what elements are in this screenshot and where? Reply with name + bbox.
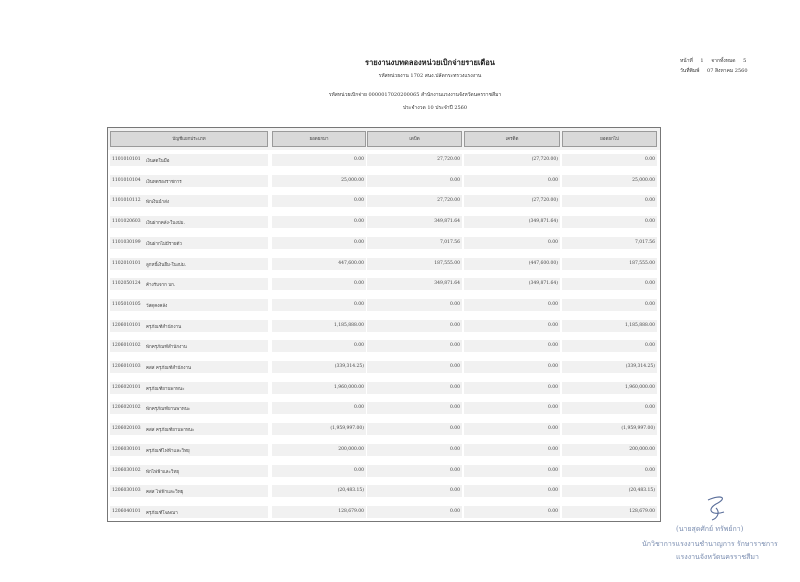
account-name: ค้างรับจาก บก.: [146, 283, 176, 289]
opening-balance: 128,679.00: [338, 508, 364, 514]
table-row: [108, 254, 660, 274]
account-name: ครุภัณฑ์ยานพาหนะ: [146, 386, 185, 392]
column-header-account: บัญชีแยกประเภท: [110, 131, 268, 147]
debit-amount: 0.00: [449, 364, 460, 369]
debit-amount: 0.00: [449, 488, 460, 494]
table-row: [108, 378, 660, 398]
account-code: 1206040101: [112, 508, 141, 514]
debit-amount: 0.00: [449, 467, 460, 473]
credit-amount: 0.00: [547, 426, 558, 432]
account-code: 1206010102: [112, 343, 141, 349]
closing-balance: 0.00: [644, 157, 655, 162]
credit-amount: (349,871.64): [528, 281, 558, 287]
table-row: [108, 461, 660, 481]
account-code: 1101030199: [112, 239, 141, 245]
debit-amount: 0.00: [449, 322, 460, 328]
table-row: [108, 481, 660, 501]
table-row: [108, 274, 660, 294]
table-row: [108, 171, 660, 191]
table-row: [108, 150, 660, 170]
debit-amount: 349,871.64: [434, 281, 460, 287]
account-name: เงินฝากไม่มีรายตัว: [146, 241, 182, 247]
closing-balance: (20,483.15): [628, 488, 655, 494]
table-row: [108, 212, 660, 232]
credit-amount: 0.00: [547, 343, 558, 349]
credit-amount: (349,871.64): [528, 219, 558, 225]
signatory-office: แรงงานจังหวัดนครราชสีมา: [676, 553, 759, 561]
credit-amount: 0.00: [547, 405, 558, 411]
account-name: เงินทดรองราชการ: [146, 179, 182, 185]
table-row: [108, 357, 660, 377]
opening-balance: 1,960,000.00: [333, 384, 364, 390]
table-row: [108, 398, 660, 418]
account-name: พักครุภัณฑ์ยานพาหนะ: [146, 407, 191, 413]
account-name: พักครุภัณฑ์สำนักงาน: [146, 345, 187, 351]
closing-balance: 1,185,888.00: [624, 322, 655, 328]
account-code: 1206010103: [112, 364, 141, 369]
signatory-position: นักวิชาการแรงงานชำนาญการ รักษาราชการ: [642, 540, 778, 548]
closing-balance: 0.00: [644, 343, 655, 349]
credit-amount: (27,720.00): [531, 198, 558, 204]
trial-balance-table: [107, 127, 661, 522]
opening-balance: 0.00: [353, 405, 364, 411]
credit-amount: 0.00: [547, 364, 558, 369]
handwritten-signature: [698, 494, 738, 522]
debit-amount: 0.00: [449, 405, 460, 411]
credit-amount: (447,600.00): [528, 260, 558, 266]
column-header-debit: เดบิต: [367, 131, 462, 147]
signatory-name: (นายสุดศักย์ ทรัพย์กา): [676, 525, 744, 533]
credit-amount: 0.00: [547, 322, 558, 328]
print-date: วันที่พิมพ์ 07 สิงหาคม 2560: [680, 68, 748, 74]
closing-balance: 1,960,000.00: [624, 384, 655, 390]
account-name: ลูกหนี้เงินยืม-ในงปม.: [146, 262, 187, 268]
opening-balance: 1,185,888.00: [333, 322, 364, 328]
closing-balance: 0.00: [644, 219, 655, 225]
report-period: ประจำงวด 10 ประจำปี 2560: [402, 105, 468, 111]
debit-amount: 27,720.00: [437, 198, 460, 204]
debit-amount: 349,871.64: [434, 219, 460, 225]
column-header-opening: ยอดยกมา: [272, 131, 366, 147]
opening-balance: 0.00: [353, 157, 364, 162]
account-code: 1102010101: [112, 260, 141, 266]
closing-balance: 0.00: [644, 198, 655, 204]
opening-balance: 200,000.00: [338, 446, 364, 452]
account-name: ครุภัณฑ์สำนักงาน: [146, 324, 182, 330]
account-name: เงินสดในมือ: [146, 159, 170, 164]
account-code: 1101010112: [112, 198, 141, 204]
account-name: พักเงินนำส่ง: [146, 200, 170, 206]
debit-amount: 0.00: [449, 446, 460, 452]
account-name: ครุภัณฑ์ไฟฟ้าและวิทยุ: [146, 448, 190, 454]
debit-amount: 0.00: [449, 426, 460, 432]
credit-amount: 0.00: [547, 301, 558, 307]
account-code: 1101020603: [112, 219, 141, 225]
closing-balance: 7,017.56: [634, 239, 655, 245]
account-name: คสส ไฟฟ้าและวิทยุ: [146, 490, 184, 496]
opening-balance: 0.00: [353, 301, 364, 307]
debit-amount: 0.00: [449, 343, 460, 349]
opening-balance: 0.00: [353, 198, 364, 204]
column-header-closing: ยอดยกไป: [562, 131, 657, 147]
account-code: 1206020103: [112, 426, 141, 432]
account-name: พักไฟฟ้าและวิทยุ: [146, 469, 180, 475]
closing-balance: 187,555.00: [629, 260, 655, 266]
table-row: [108, 502, 660, 522]
opening-balance: 447,600.00: [338, 260, 364, 266]
opening-balance: 0.00: [353, 281, 364, 287]
account-name: ครุภัณฑ์โฆษณา: [146, 510, 178, 516]
closing-balance: 25,000.00: [632, 177, 655, 183]
account-code: 1206030102: [112, 467, 141, 473]
opening-balance: 0.00: [353, 343, 364, 349]
debit-amount: 0.00: [449, 301, 460, 307]
account-name: คสส ครุภัณฑ์ยานพาหนะ: [146, 428, 195, 434]
opening-balance: 0.00: [353, 239, 364, 245]
column-header-credit: เครดิต: [464, 131, 560, 147]
table-row: [108, 295, 660, 315]
credit-amount: 0.00: [547, 446, 558, 452]
account-code: 1206030101: [112, 446, 141, 452]
closing-balance: 0.00: [644, 405, 655, 411]
opening-balance: (339,314.25): [334, 364, 364, 369]
debit-amount: 0.00: [449, 177, 460, 183]
opening-balance: 0.00: [353, 467, 364, 473]
account-code: 1102050124: [112, 281, 141, 287]
closing-balance: 0.00: [644, 301, 655, 307]
debit-amount: 0.00: [449, 384, 460, 390]
debit-amount: 27,720.00: [437, 157, 460, 162]
table-row: [108, 440, 660, 460]
opening-balance: 0.00: [353, 219, 364, 225]
department-code: รหัสหน่วยงาน 1702 สนง.ปลัดกระทรวงแรงงาน: [378, 73, 482, 79]
signature-block: [640, 492, 800, 572]
table-row: [108, 191, 660, 211]
opening-balance: (20,483.15): [337, 488, 364, 494]
credit-amount: 0.00: [547, 239, 558, 245]
credit-amount: 0.00: [547, 508, 558, 514]
report-title: รายงานงบทดลองหน่วยเบิกจ่ายรายเดือน: [365, 58, 495, 67]
credit-amount: 0.00: [547, 488, 558, 494]
credit-amount: (27,720.00): [531, 157, 558, 162]
table-row: [108, 336, 660, 356]
debit-amount: 7,017.56: [439, 239, 460, 245]
account-code: 1206010101: [112, 322, 141, 328]
account-code: 1206020101: [112, 384, 141, 390]
table-header: [108, 128, 660, 150]
table-row: [108, 233, 660, 253]
debit-amount: 187,555.00: [434, 260, 460, 266]
closing-balance: 0.00: [644, 467, 655, 473]
closing-balance: 128,679.00: [629, 508, 655, 514]
closing-balance: (339,314.25): [625, 364, 655, 369]
account-code: 1206030103: [112, 488, 141, 494]
account-name: เงินฝากคลัง-ในงปม.: [146, 221, 185, 227]
page-number: หน้าที่ 1 จากทั้งหมด 5: [680, 58, 747, 64]
account-code: 1101010101: [112, 157, 141, 162]
account-name: คสส ครุภัณฑ์สำนักงาน: [146, 366, 192, 371]
opening-balance: 25,000.00: [341, 177, 364, 183]
credit-amount: 0.00: [547, 177, 558, 183]
account-code: 1206020102: [112, 405, 141, 411]
opening-balance: (1,959,997.00): [330, 426, 364, 432]
table-row: [108, 316, 660, 336]
disbursement-unit: รหัสหน่วยเบิกจ่าย 0000017020200065 สำนักงานแรงงานจังหวัดนครราชสีมา: [328, 92, 502, 98]
credit-amount: 0.00: [547, 384, 558, 390]
closing-balance: 0.00: [644, 281, 655, 287]
account-code: 1105010105: [112, 301, 141, 307]
account-code: 1101010104: [112, 177, 141, 183]
closing-balance: 200,000.00: [629, 446, 655, 452]
account-name: วัสดุคงคลัง: [146, 303, 168, 309]
closing-balance: (1,959,997.00): [621, 426, 655, 432]
debit-amount: 0.00: [449, 508, 460, 514]
credit-amount: 0.00: [547, 467, 558, 473]
table-row: [108, 419, 660, 439]
